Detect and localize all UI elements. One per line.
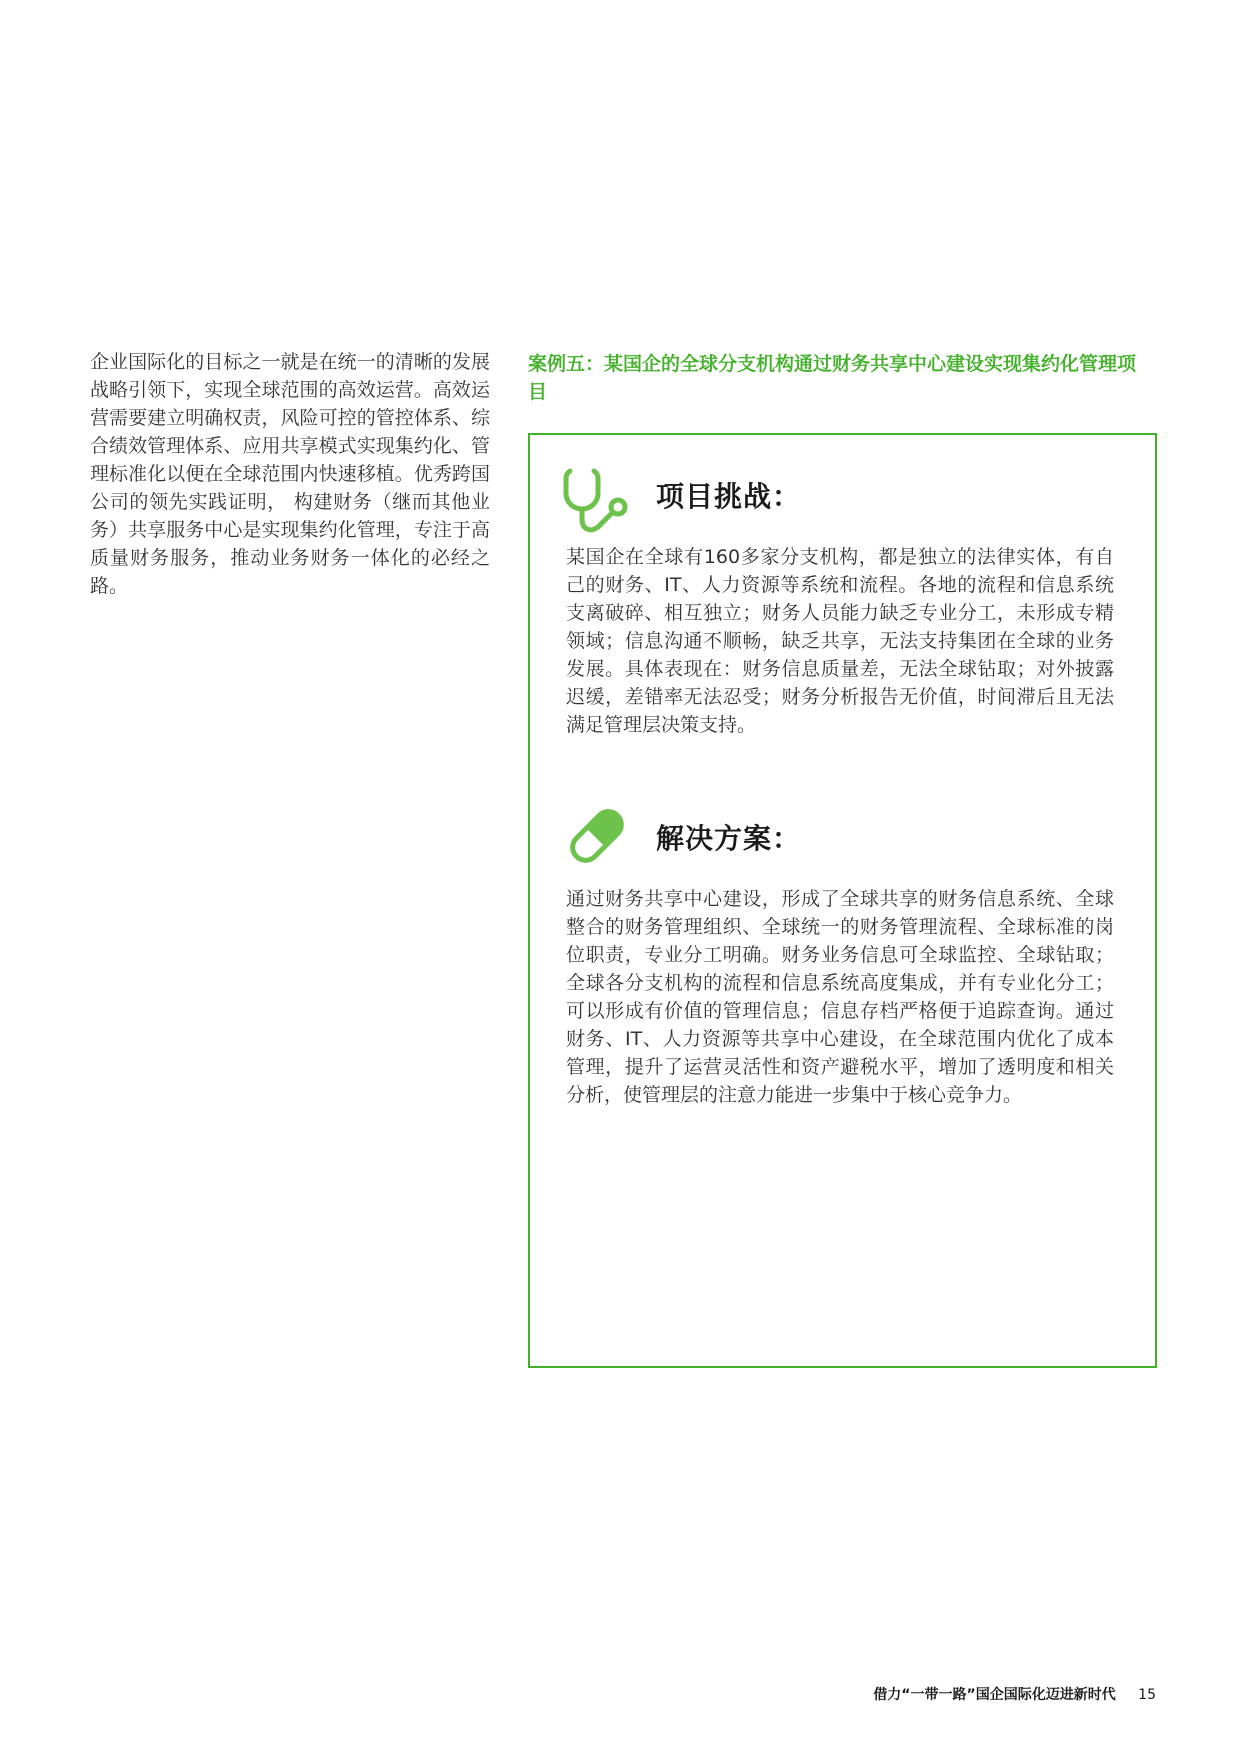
footer-title: 借力“一带一路”国企国际化迈进新时代 [873, 1687, 1116, 1703]
intro-paragraph: 企业国际化的目标之一就是在统一的清晰的发展战略引领下，实现全球范围的高效运营。高效运营需要建立明确权责，风险可控的管控体系、综合绩效管理体系、应用共享模式实现集约化、管理标准化以便在全球范围内快速移植。优秀跨国公司的领先实践证明， 构建财务（继而其他业务）共享服务中心是实现集约化管理，专注于高质量财务服务，推动业务财务一体化的必经之路。 [90, 351, 490, 597]
solution-heading: 解决方案： [656, 822, 802, 855]
stethoscope-icon [562, 467, 632, 537]
page-number: 15 [1138, 1687, 1156, 1703]
challenge-heading: 项目挑战： [656, 480, 802, 513]
page-footer [873, 1684, 1156, 1704]
pill-capsule-icon [564, 803, 630, 869]
case-box [528, 433, 1157, 1368]
case-title: 案例五：某国企的全球分支机构通过财务共享中心建设实现集约化管理项目 [528, 353, 1137, 403]
solution-body: 通过财务共享中心建设，形成了全球共享的财务信息系统、全球整合的财务管理组织、全球统一的财务管理流程、全球标准的岗位职责，专业分工明确。财务业务信息可全球监控、全球钻取； 全球各分支机构的流程和信息系统高度集成，并有专业化分工；可以形成有价值的管理信息；信息存档严格便于追踪查询。通过财务、IT、人力资源等共享中心建设，在全球范围内优化了成本管理，提升了运营灵活性和资产避税水平，增加了透明度和相关分析，使管理层的注意力能进一步集中于核心竞争力。 [566, 888, 1114, 1106]
challenge-body: 某国企在全球有160多家分支机构，都是独立的法律实体，有自己的财务、IT、人力资源等系统和流程。各地的流程和信息系统支离破碎、相互独立；财务人员能力缺乏专业分工，未形成专精领域；信息沟通不顺畅，缺乏共享，无法支持集团在全球的业务发展。具体表现在：财务信息质量差，无法全球钻取；对外披露迟缓，差错率无法忍受；财务分析报告无价值，时间滞后且无法满足管理层决策支持。 [566, 546, 1114, 736]
